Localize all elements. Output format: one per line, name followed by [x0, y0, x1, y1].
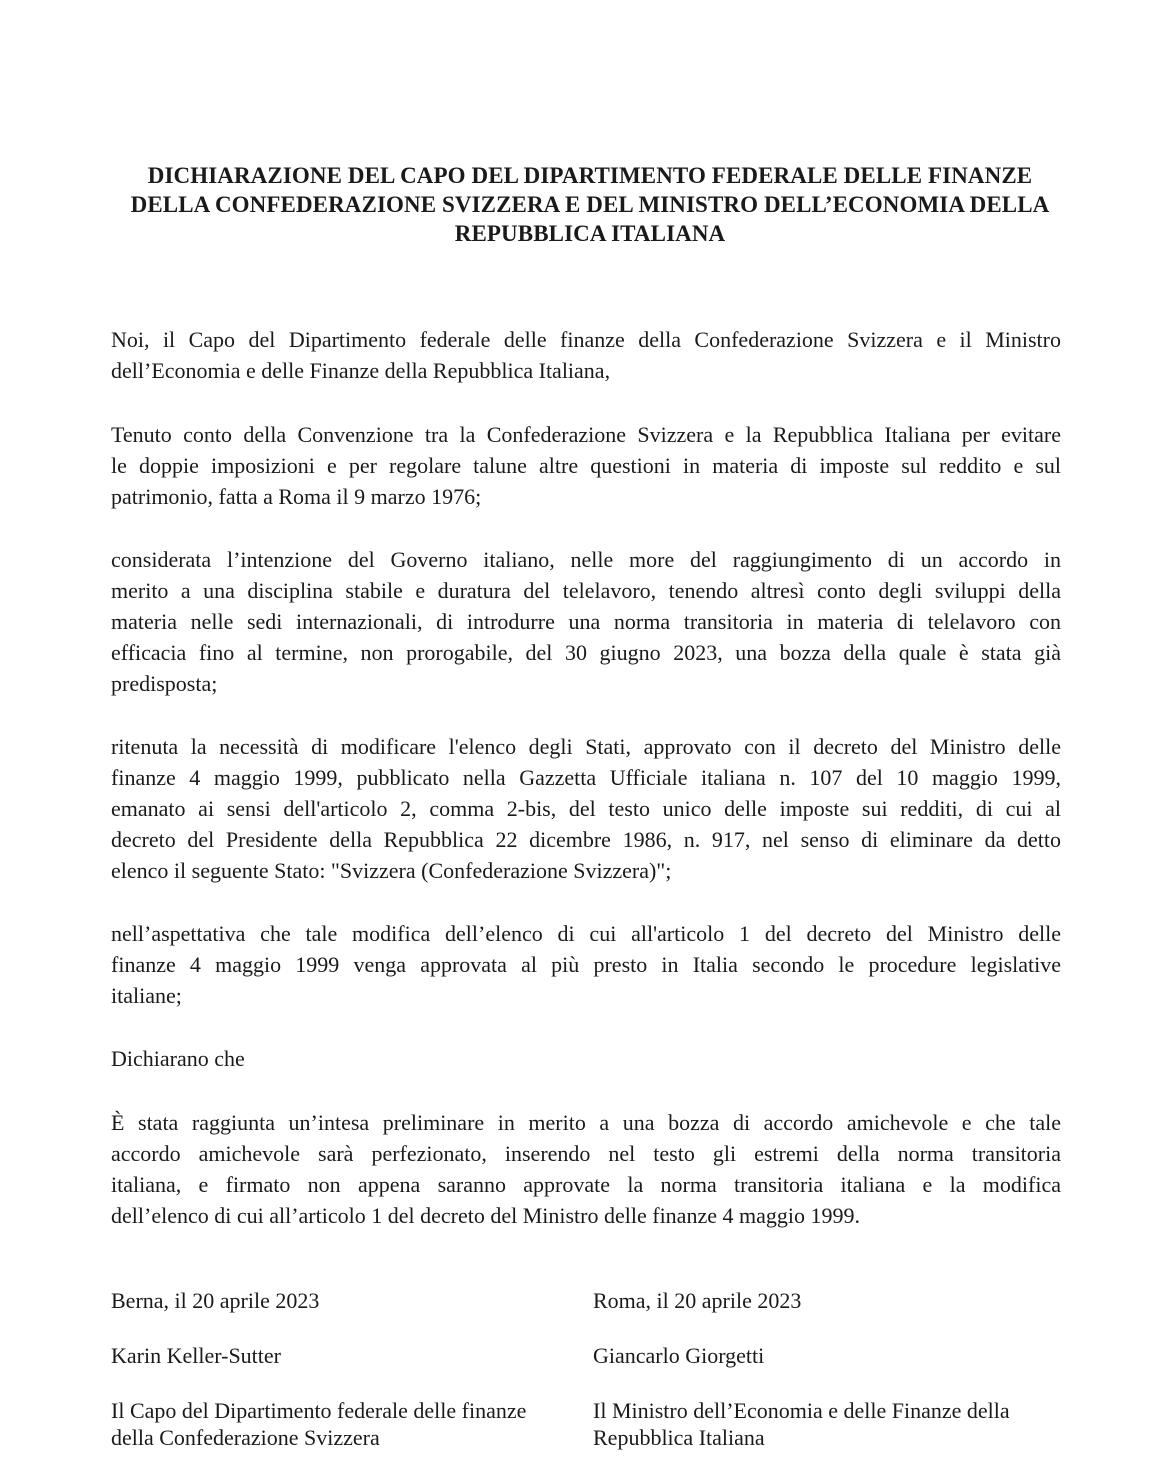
paragraph-state-list — [111, 731, 1061, 886]
right-signatory-role — [593, 1397, 1010, 1451]
role-line: Il Ministro dell’Economia e delle Finanze della — [593, 1398, 1010, 1423]
title-line: DICHIARAZIONE DEL CAPO DEL DIPARTIMENTO FEDERALE DELLE FINANZE — [147, 163, 1033, 188]
paragraph-preamble — [111, 324, 1061, 386]
paragraph-line: emanato ai sensi dell'articolo 2, comma 2-bis, del testo unico delle imposte sui redditi, di cui al — [111, 796, 1061, 821]
paragraph-declare — [111, 1043, 1061, 1074]
paragraph-line: Noi, il Capo del Dipartimento federale delle finanze della Confederazione Svizzera e il Ministro — [111, 327, 1061, 352]
paragraph-telework — [111, 544, 1061, 699]
paragraph-line: italiane; — [111, 983, 182, 1008]
paragraph-line: accordo amichevole sarà perfezionato, inserendo nel testo gli estremi della norma transitoria — [111, 1141, 1061, 1166]
paragraph-line: dell’elenco di cui all’articolo 1 del decreto del Ministro delle finanze 4 maggio 1999. — [111, 1203, 860, 1228]
paragraph-line: elenco il seguente Stato: "Svizzera (Confederazione Svizzera)"; — [111, 858, 672, 883]
paragraph-line: decreto del Presidente della Repubblica 22 dicembre 1986, n. 917, nel senso di eliminare da detto — [111, 827, 1061, 852]
paragraph-convention — [111, 419, 1061, 512]
paragraph-agreement — [111, 1107, 1061, 1231]
title-line: REPUBBLICA ITALIANA — [454, 221, 726, 246]
paragraph-line: Dichiarano che — [111, 1046, 245, 1071]
paragraph-line: ritenuta la necessità di modificare l'elenco degli Stati, approvato con il decreto del Ministro delle — [111, 734, 1061, 759]
paragraph-line: italiana, e firmato non appena saranno approvate la norma transitoria italiana e la modifica — [111, 1172, 1061, 1197]
paragraph-line: predisposta; — [111, 671, 218, 696]
paragraph-line: Tenuto conto della Convenzione tra la Confederazione Svizzera e la Repubblica Italiana per evitare — [111, 422, 1061, 447]
right-signatory-name: Giancarlo Giorgetti — [593, 1343, 765, 1368]
paragraph-line: finanze 4 maggio 1999 venga approvata al più presto in Italia secondo le procedure legislative — [111, 952, 1061, 977]
title-line: DELLA CONFEDERAZIONE SVIZZERA E DEL MINISTRO DELL’ECONOMIA DELLA — [130, 192, 1050, 217]
left-signatory-name: Karin Keller-Sutter — [111, 1343, 281, 1368]
paragraph-line: È stata raggiunta un’intesa preliminare in merito a una bozza di accordo amichevole e che tale — [111, 1110, 1061, 1135]
paragraph-line: considerata l’intenzione del Governo italiano, nelle more del raggiungimento di un accordo in — [111, 547, 1061, 572]
paragraph-expectation — [111, 918, 1061, 1011]
role-line: Il Capo del Dipartimento federale delle finanze — [111, 1398, 527, 1423]
paragraph-line: merito a una disciplina stabile e duratura del telelavoro, tenendo altresì conto degli sviluppi della — [111, 578, 1061, 603]
paragraph-line: efficacia fino al termine, non prorogabile, del 30 giugno 2023, una bozza della quale è stata già — [111, 640, 1061, 665]
document-title — [90, 161, 1090, 248]
paragraph-line: materia nelle sedi internazionali, di introdurre una norma transitoria in materia di telelavoro con — [111, 609, 1061, 634]
paragraph-line: le doppie imposizioni e per regolare talune altre questioni in materia di imposte sul reddito e sul — [111, 453, 1061, 478]
paragraph-line: dell’Economia e delle Finanze della Repubblica Italiana, — [111, 358, 611, 383]
paragraph-line: finanze 4 maggio 1999, pubblicato nella Gazzetta Ufficiale italiana n. 107 del 10 maggio 1999, — [111, 765, 1061, 790]
left-signatory-role — [111, 1397, 526, 1451]
paragraph-line: nell’aspettativa che tale modifica dell’elenco di cui all'articolo 1 del decreto del Ministro delle — [111, 921, 1061, 946]
left-place-date: Berna, il 20 aprile 2023 — [111, 1288, 320, 1313]
right-place-date: Roma, il 20 aprile 2023 — [593, 1288, 802, 1313]
role-line: della Confederazione Svizzera — [111, 1425, 380, 1450]
role-line: Repubblica Italiana — [593, 1425, 765, 1450]
paragraph-line: patrimonio, fatta a Roma il 9 marzo 1976; — [111, 484, 482, 509]
